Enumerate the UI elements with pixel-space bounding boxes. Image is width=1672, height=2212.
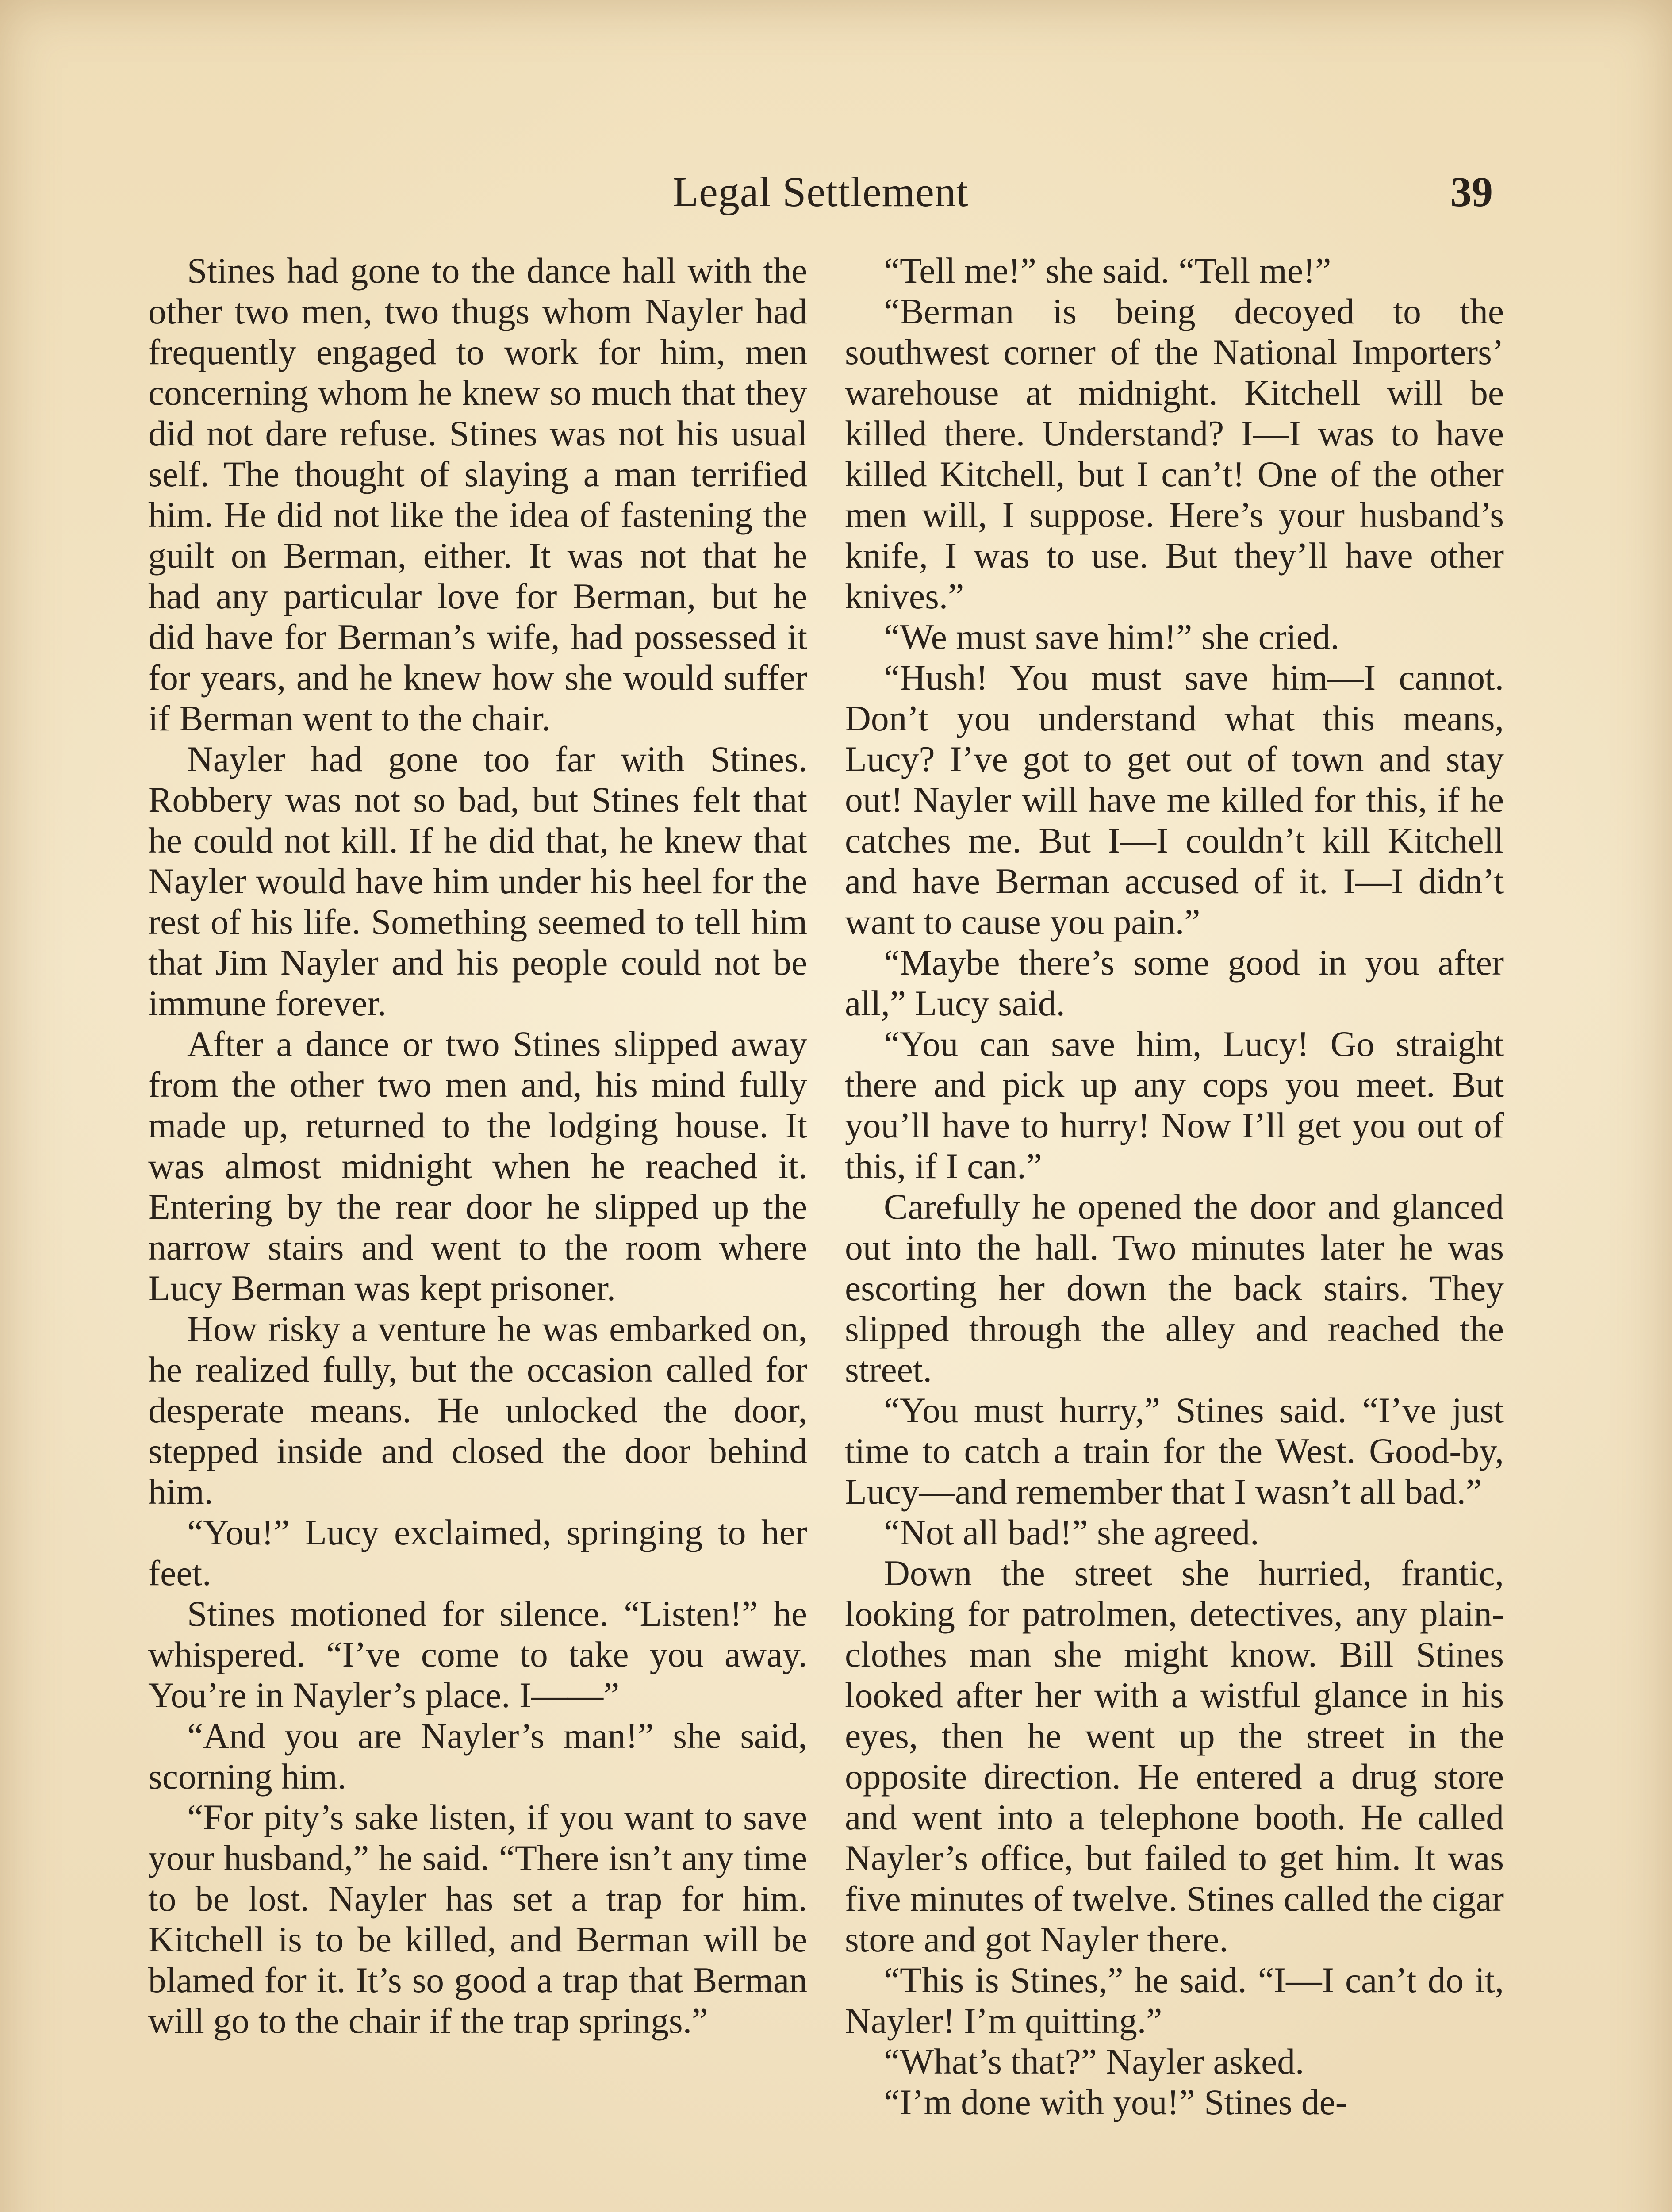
paragraph: How risky a venture he was embarked on, he realized fully, but the occasion called for desperate means. He unlocked the door, stepped inside and closed the door behind him.: [148, 1309, 807, 1512]
paragraph: “This is Stines,” he said. “I—I can’t do it, Nayler! I’m quitting.”: [845, 1960, 1504, 2041]
paragraph: “For pity’s sake listen, if you want to save your husband,” he said. “There isn’t any time to be lost. Nayler has set a trap for him. Kitchell is to be killed, and Berman will be blamed for it. It’s so good a trap that Berman will go to the chair if the trap springs.”: [148, 1797, 807, 2041]
paragraph: Down the street she hurried, frantic, looking for patrolmen, detectives, any plain-clothes man she might know. Bill Stines looked after her with a wistful glance in his eyes, then he went up the street in the opposite direction. He entered a drug store and went into a telephone booth. He called Nayler’s office, but failed to get him. It was five minutes of twelve. Stines called the cigar store and got Nayler there.: [845, 1553, 1504, 1959]
paragraph: Carefully he opened the door and glanced out into the hall. Two minutes later he was escorting her down the back stairs. They slipped through the alley and reached the street.: [845, 1187, 1504, 1390]
paragraph: “You must hurry,” Stines said. “I’ve just time to catch a train for the West. Good-by, Lucy—and remember that I wasn’t all bad.”: [845, 1390, 1504, 1512]
page-header: [148, 167, 1493, 225]
paragraph: “We must save him!” she cried.: [884, 617, 1339, 657]
running-title: Legal Settlement: [672, 168, 969, 215]
paragraph: “Not all bad!” she agreed.: [884, 1512, 1259, 1552]
paragraph: “Tell me!” she said. “Tell me!”: [884, 250, 1331, 291]
paragraph: “Berman is being decoyed to the southwest corner of the National Importers’ warehouse at midnight. Kitchell will be killed there. Understand? I—I was to have killed Kitchell, but I can’t! One of the other men will, I suppose. Here’s your husband’s knife, I was to use. But they’ll have other knives.”: [845, 291, 1504, 616]
paragraph: “And you are Nayler’s man!” she said, scorning him.: [148, 1716, 807, 1797]
page-number: 39: [1450, 168, 1493, 215]
paragraph: “I’m done with you!” Stines de-: [884, 2082, 1347, 2122]
right-column: [845, 250, 1504, 2123]
paragraph: “You can save him, Lucy! Go straight there and pick up any cops you meet. But you’ll have to hurry! Now I’ll get you out of this, if I can.”: [845, 1024, 1504, 1186]
paragraph: Nayler had gone too far with Stines. Robbery was not so bad, but Stines felt that he could not kill. If he did that, he knew that Nayler would have him under his heel for the rest of his life. Something seemed to tell him that Jim Nayler and his people could not be immune forever.: [148, 739, 807, 1023]
paragraph: After a dance or two Stines slipped away from the other two men and, his mind fully made up, returned to the lodging house. It was almost midnight when he reached it. Entering by the rear door he slipped up the narrow stairs and went to the room where Lucy Berman was kept prisoner.: [148, 1024, 807, 1308]
paragraph: “What’s that?” Nayler asked.: [884, 2041, 1304, 2081]
paragraph: “Hush! You must save him—I cannot. Don’t you understand what this means, Lucy? I’ve got to get out of town and stay out! Nayler will have me killed for this, if he catches me. But I—I couldn’t kill Kitchell and have Berman accused of it. I—I didn’t want to cause you pain.”: [845, 657, 1504, 942]
paragraph: Stines motioned for silence. “Listen!” he whispered. “I’ve come to take you away. You’re in Nayler’s place. I——”: [148, 1594, 807, 1715]
paragraph: “You!” Lucy exclaimed, springing to her feet.: [148, 1512, 807, 1593]
paragraph: Stines had gone to the dance hall with the other two men, two thugs whom Nayler had frequently engaged to work for him, men concerning whom he knew so much that they did not dare refuse. Stines was not his usual self. The thought of slaying a man terrified him. He did not like the idea of fastening the guilt on Berman, either. It was not that he had any particular love for Berman, but he did have for Berman’s wife, had possessed it for years, and he knew how she would suffer if Berman went to the chair.: [148, 250, 807, 738]
left-column: [148, 250, 807, 2041]
paragraph: “Maybe there’s some good in you after all,” Lucy said.: [845, 942, 1504, 1023]
